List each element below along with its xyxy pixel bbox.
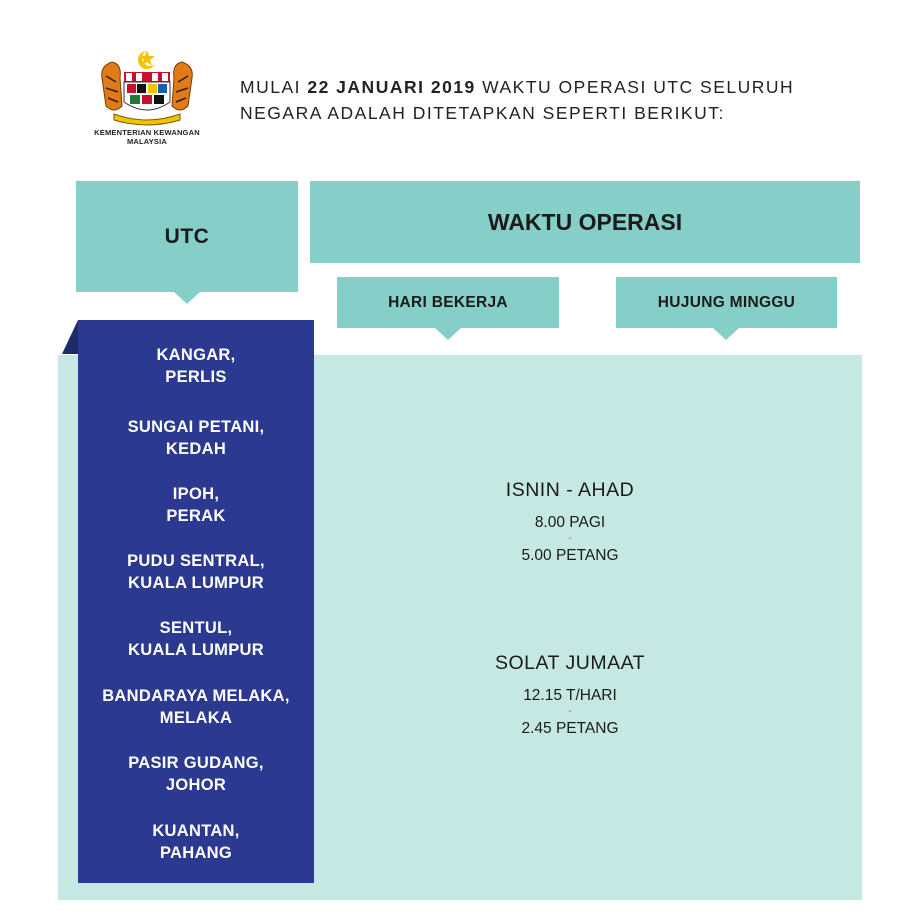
location-line2: KEDAH bbox=[165, 440, 227, 458]
schedule-title: SOLAT JUMAAT bbox=[494, 652, 646, 674]
headline-prefix: MULAI bbox=[240, 77, 308, 97]
headline bbox=[240, 74, 880, 126]
location-line1: PUDU SENTRAL, bbox=[127, 552, 265, 570]
location-item bbox=[78, 416, 314, 460]
location-line2: JOHOR bbox=[165, 776, 227, 794]
operating-hours-label: WAKTU OPERASI bbox=[487, 208, 683, 235]
schedule-end: 2.45 PETANG bbox=[521, 720, 619, 737]
location-item bbox=[78, 685, 314, 729]
schedule-end: 5.00 PETANG bbox=[521, 547, 619, 564]
logo-caption-line2: MALAYSIA bbox=[126, 137, 168, 146]
location-line2: KUALA LUMPUR bbox=[128, 574, 264, 592]
schedule-block-daily bbox=[400, 479, 740, 566]
location-item bbox=[78, 550, 314, 594]
location-line1: KUANTAN, bbox=[152, 822, 240, 840]
headline-suffix: WAKTU OPERASI UTC SELURUH bbox=[475, 77, 795, 97]
utc-header-label: UTC bbox=[164, 224, 210, 248]
location-item bbox=[78, 483, 314, 527]
location-item bbox=[78, 752, 314, 796]
location-item bbox=[78, 344, 314, 388]
weekday-header-pointer bbox=[435, 328, 461, 340]
logo-caption-line1: KEMENTERIAN KEWANGAN bbox=[94, 128, 200, 137]
location-item bbox=[78, 820, 314, 864]
schedule-start: 12.15 T/HARI bbox=[523, 687, 617, 704]
utc-header bbox=[76, 181, 298, 292]
ribbon-fold bbox=[62, 320, 78, 354]
schedule-start: 8.00 PAGI bbox=[534, 514, 606, 531]
weekday-header bbox=[337, 277, 559, 328]
weekend-header bbox=[616, 277, 837, 328]
weekend-header-label: HUJUNG MINGGU bbox=[657, 293, 796, 311]
location-line1: KANGAR, bbox=[156, 346, 236, 364]
schedule-block-friday-prayer bbox=[400, 652, 740, 739]
location-line2: MELAKA bbox=[159, 709, 233, 727]
location-line1: SENTUL, bbox=[159, 619, 233, 637]
location-list bbox=[78, 320, 314, 883]
location-line1: IPOH, bbox=[172, 485, 220, 503]
headline-date: 22 JANUARI 2019 bbox=[307, 77, 476, 97]
location-line2: PERAK bbox=[166, 507, 226, 525]
location-line2: PAHANG bbox=[159, 844, 233, 862]
location-line1: PASIR GUDANG, bbox=[128, 754, 264, 772]
headline-line2: NEGARA ADALAH DITETAPKAN SEPERTI BERIKUT: bbox=[240, 103, 725, 123]
utc-header-pointer bbox=[174, 292, 200, 304]
coat-of-arms-icon bbox=[92, 48, 202, 128]
schedule-separator: - bbox=[568, 706, 572, 717]
location-line1: BANDARAYA MELAKA, bbox=[102, 687, 290, 705]
operating-hours-header bbox=[310, 181, 860, 263]
location-line2: PERLIS bbox=[165, 368, 227, 386]
schedule-title: ISNIN - AHAD bbox=[505, 479, 635, 501]
weekend-header-pointer bbox=[713, 328, 739, 340]
location-item bbox=[78, 617, 314, 661]
weekday-header-label: HARI BEKERJA bbox=[388, 293, 508, 311]
location-line2: KUALA LUMPUR bbox=[128, 641, 264, 659]
schedule-separator: - bbox=[568, 533, 572, 544]
headline-line1 bbox=[240, 74, 880, 100]
ministry-logo bbox=[86, 48, 208, 160]
location-line1: SUNGAI PETANI, bbox=[127, 418, 265, 436]
